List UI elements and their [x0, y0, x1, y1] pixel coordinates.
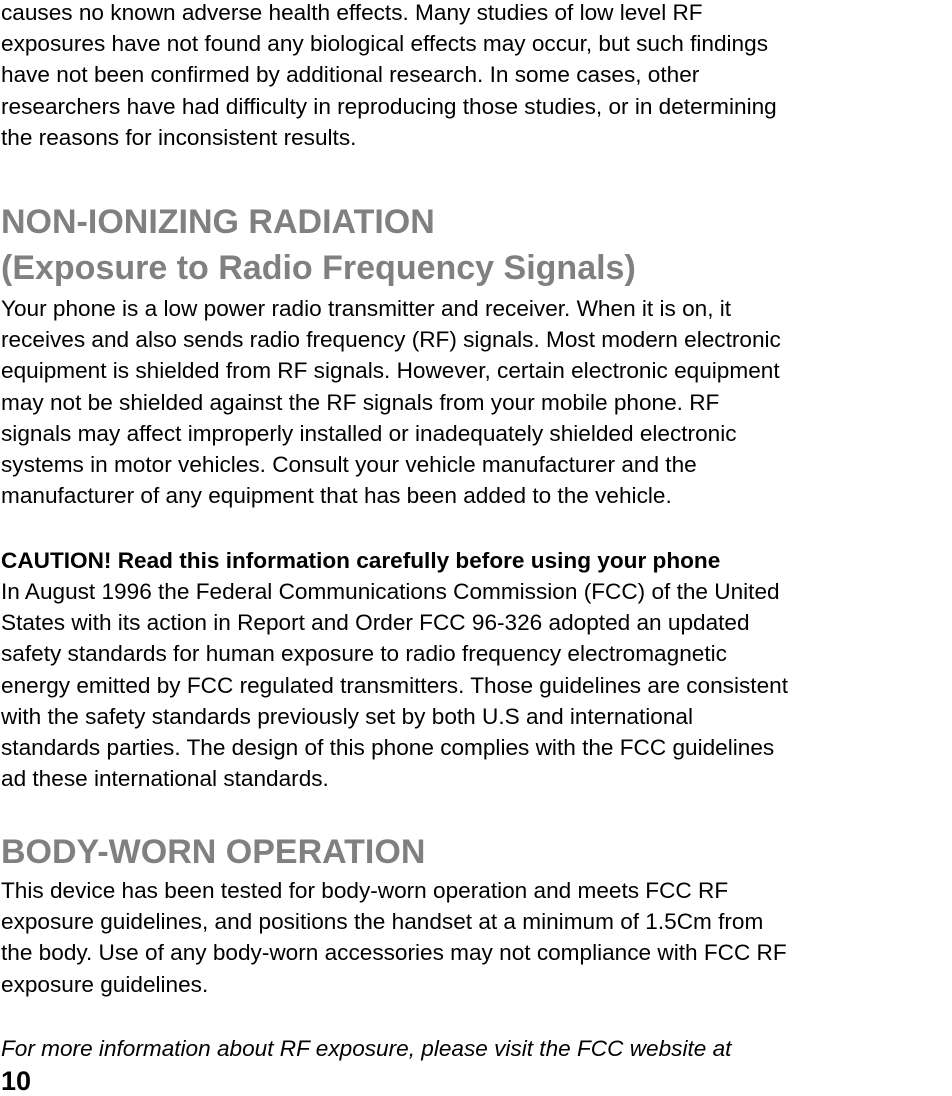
body-line: with the safety standards previously set by both U.S and international [1, 703, 694, 729]
body-line: Your phone is a low power radio transmitter and receiver. When it is on, it [1, 296, 732, 321]
intro-line: have not been confirmed by additional research. In some cases, other [1, 62, 700, 88]
body-line: manufacturer of any equipment that has been added to the vehicle. [1, 483, 672, 509]
body-line: receives and also sends radio frequency (RF) signals. Most modern electronic [1, 327, 781, 353]
body-line: ad these international standards. [1, 766, 329, 792]
caution-paragraph [1, 576, 788, 794]
body-line: energy emitted by FCC regulated transmitters. Those guidelines are consistent [1, 672, 788, 698]
non-ionizing-paragraph [1, 293, 781, 511]
caution-title: CAUTION! Read this information carefully before using your phone [1, 548, 721, 573]
body-line: States with its action in Report and Order FCC 96-326 adopted an updated [1, 610, 750, 636]
body-line: exposure guidelines, and positions the handset at a minimum of 1.5Cm from [1, 909, 764, 935]
body-line: the body. Use of any body-worn accessories may not compliance with FCC RF [1, 940, 787, 966]
intro-line: causes no known adverse health effects. Many studies of low level RF [1, 0, 703, 25]
non-ionizing-heading [1, 199, 636, 291]
body-line: equipment is shielded from RF signals. However, certain electronic equipment [1, 358, 780, 384]
heading-line: NON-IONIZING RADIATION [1, 203, 435, 241]
body-line: safety standards for human exposure to radio frequency electromagnetic [1, 641, 727, 667]
intro-line: the reasons for inconsistent results. [1, 124, 357, 150]
intro-line: exposures have not found any biological effects may occur, but such findings [1, 31, 768, 57]
intro-line: researchers have had difficulty in reproducing those studies, or in determining [1, 93, 777, 119]
body-line: signals may affect improperly installed or inadequately shielded electronic [1, 420, 737, 446]
fcc-website-note: For more information about RF exposure, please visit the FCC website at [1, 1036, 732, 1061]
body-line: may not be shielded against the RF signals from your mobile phone. RF [1, 389, 720, 415]
body-line: This device has been tested for body-worn operation and meets FCC RF [1, 878, 729, 903]
intro-paragraph [1, 0, 777, 153]
body-worn-paragraph [1, 875, 787, 1000]
body-line: In August 1996 the Federal Communications Commission (FCC) of the United [1, 579, 780, 604]
body-line: systems in motor vehicles. Consult your vehicle manufacturer and the [1, 452, 697, 478]
page-number: 10 [1, 1066, 32, 1096]
body-worn-heading: BODY-WORN OPERATION [1, 833, 426, 871]
heading-line: (Exposure to Radio Frequency Signals) [1, 249, 636, 287]
body-line: exposure guidelines. [1, 971, 209, 997]
body-line: standards parties. The design of this phone complies with the FCC guidelines [1, 735, 775, 761]
